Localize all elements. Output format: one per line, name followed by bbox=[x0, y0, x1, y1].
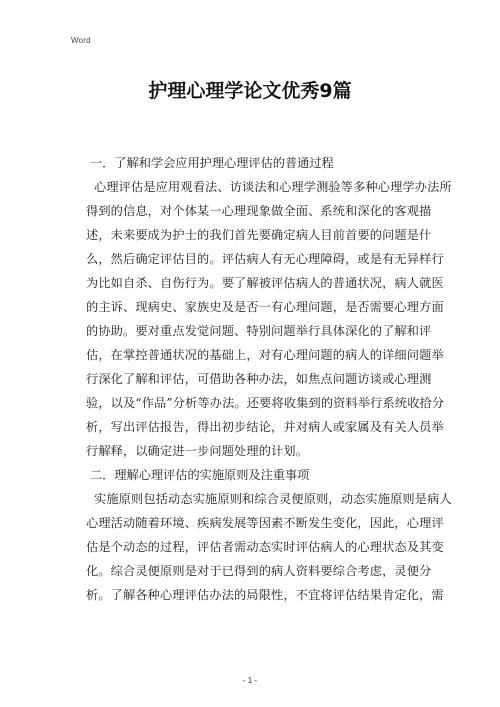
paragraph-line: 为比如自杀、自伤行为。要了解被评估病人的普通状况，病人就医 bbox=[86, 276, 444, 290]
paragraph-line: 析。了解各种心理评估办法的局限性，不宜将评估结果肯定化，需 bbox=[86, 588, 444, 602]
paragraph-line: 的协助。要对重点发觉问题、特别问题举行具体深化的了解和评 bbox=[86, 324, 432, 338]
paragraph-line: 化。综合灵便原则是对于已得到的病人资料要综合考虑，灵便分 bbox=[86, 564, 432, 578]
page-number: - 1 - bbox=[242, 676, 258, 685]
app-header-label: Word bbox=[71, 36, 91, 45]
section-heading-1: 一．了解和学会应用护理心理评估的普通过程 bbox=[90, 156, 334, 170]
section-heading-2: 二．理解心理评估的实施原则及注重事项 bbox=[90, 468, 310, 482]
paragraph-line: 实施原则包括动态实施原则和综合灵便原则，动态实施原则是病人 bbox=[94, 492, 452, 506]
paragraph-line: 验，以及“作品”分析等办法。还要将收集到的资料举行系统收拾分 bbox=[86, 396, 445, 410]
paragraph-line: 行解释，以确定进一步问题处理的计划。 bbox=[86, 444, 309, 458]
section-paragraph-2 bbox=[86, 487, 452, 607]
paragraph-line: 心理活动随着环境、疾病发展等因素不断发生变化，因此，心理评 bbox=[86, 516, 444, 530]
paragraph-line: 估，在掌控普通状况的基础上，对有心理问题的病人的详细问题举 bbox=[86, 348, 444, 362]
document-body bbox=[86, 151, 452, 607]
paragraph-line: 么，然后确定评估目的。评估病人有无心理障碍，或是有无异样行 bbox=[86, 252, 444, 266]
paragraph-line: 的主诉、现病史、家族史及是否一有心理问题，是否需要心理方面 bbox=[86, 300, 444, 314]
paragraph-line: 估是个动态的过程，评估者需动态实时评估病人的心理状态及其变 bbox=[86, 540, 444, 554]
paragraph-line: 述，未来要成为护士的我们首先要确定病人目前首要的问题是什 bbox=[86, 228, 432, 242]
section-paragraph-1 bbox=[86, 175, 452, 463]
paragraph-line: 心理评估是应用观看法、访谈法和心理学测验等多种心理学办法所 bbox=[94, 180, 452, 194]
paragraph-line: 得到的信息，对个体某一心理现象做全面、系统和深化的客观描 bbox=[86, 204, 432, 218]
paragraph-line: 行深化了解和评估，可借助各种办法，如焦点问题访谈或心理测 bbox=[86, 372, 432, 386]
paragraph-line: 析，写出评估报告，得出初步结论，并对病人或家属及有关人员举 bbox=[86, 420, 444, 434]
document-title: 护理心理学论文优秀9篇 bbox=[148, 80, 352, 102]
